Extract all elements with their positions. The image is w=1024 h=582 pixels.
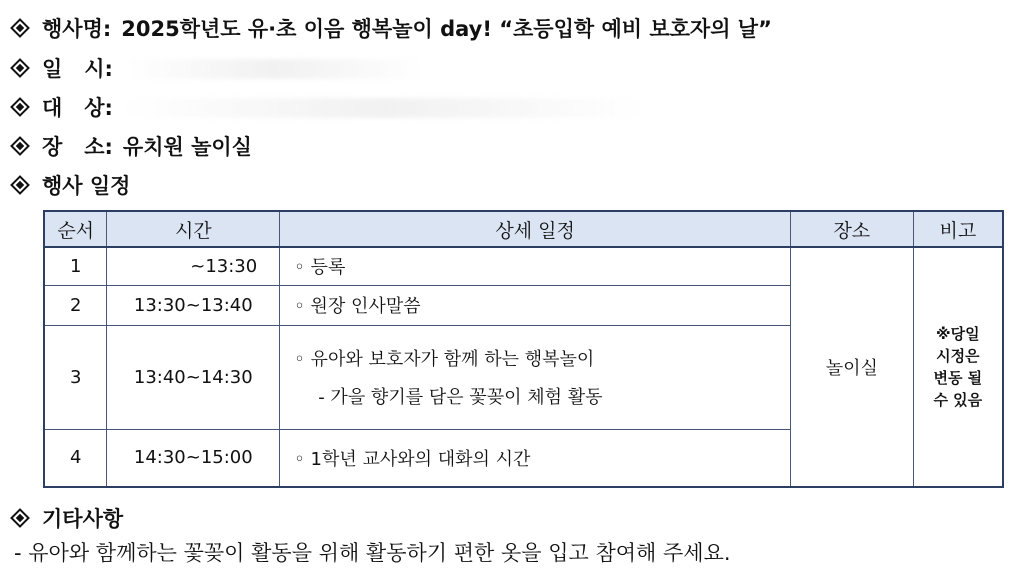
table-header-row (44, 211, 1003, 247)
event-place-label: 장 소: (42, 135, 113, 159)
redacted-target (125, 98, 645, 118)
row-order: 4 (44, 429, 107, 487)
header-order: 순서 (44, 211, 107, 247)
row-order: 1 (44, 247, 107, 285)
event-name-label: 행사명: (42, 17, 112, 41)
etc-title: 기타사항 (42, 507, 124, 531)
place-cell: 놀이실 (790, 247, 913, 487)
note-line: 변동 될 (933, 369, 983, 387)
event-name-line (10, 17, 772, 41)
diamond-bullet-icon (10, 136, 32, 158)
diamond-bullet-icon (10, 18, 32, 40)
row-time: 14:30~15:00 (107, 429, 280, 487)
row-time: 13:30~13:40 (107, 285, 280, 325)
event-place-value: 유치원 놀이실 (122, 135, 252, 159)
row-detail: ◦ 원장 인사말씀 (280, 285, 791, 325)
header-time: 시간 (107, 211, 280, 247)
row-detail: ◦ 등록 (280, 247, 791, 285)
event-target-label: 대 상: (42, 96, 113, 120)
row-time: ~13:30 (107, 247, 280, 285)
redacted-date (125, 59, 425, 79)
diamond-bullet-icon (10, 97, 32, 119)
table-row (44, 247, 1003, 285)
event-date-line (10, 57, 425, 81)
header-note: 비고 (913, 211, 1003, 247)
schedule-title-line (10, 174, 130, 198)
event-target-line (10, 96, 645, 120)
schedule-table (43, 210, 1004, 488)
note-line: 수 있음 (933, 391, 983, 409)
note-cell (913, 247, 1003, 487)
row-detail-multiline (280, 325, 791, 429)
note-line: 시정은 (936, 347, 980, 365)
row-order: 3 (44, 325, 107, 429)
diamond-bullet-icon (10, 508, 32, 530)
etc-text: - 유아와 함께하는 꽃꽂이 활동을 위해 활동하기 편한 옷을 입고 참여해 주세요. (14, 541, 731, 565)
row-detail: ◦ 유아와 보호자가 함께 하는 행복놀이 (294, 349, 595, 370)
schedule-title: 행사 일정 (42, 174, 131, 198)
event-date-label: 일 시: (42, 57, 113, 81)
diamond-bullet-icon (10, 175, 32, 197)
event-name-value: 2025학년도 유·초 이음 행복놀이 day! “초등입학 예비 보호자의 날” (121, 17, 772, 41)
diamond-bullet-icon (10, 58, 32, 80)
row-detail-sub: - 가을 향기를 담은 꽃꽂이 체험 활동 (318, 387, 603, 408)
etc-title-line (10, 507, 123, 531)
header-place: 장소 (790, 211, 913, 247)
row-detail: ◦ 1학년 교사와의 대화의 시간 (280, 429, 791, 487)
row-order: 2 (44, 285, 107, 325)
header-detail: 상세 일정 (280, 211, 791, 247)
event-place-line (10, 135, 252, 159)
row-time: 13:40~14:30 (107, 325, 280, 429)
note-line: ※당일 (936, 325, 980, 343)
